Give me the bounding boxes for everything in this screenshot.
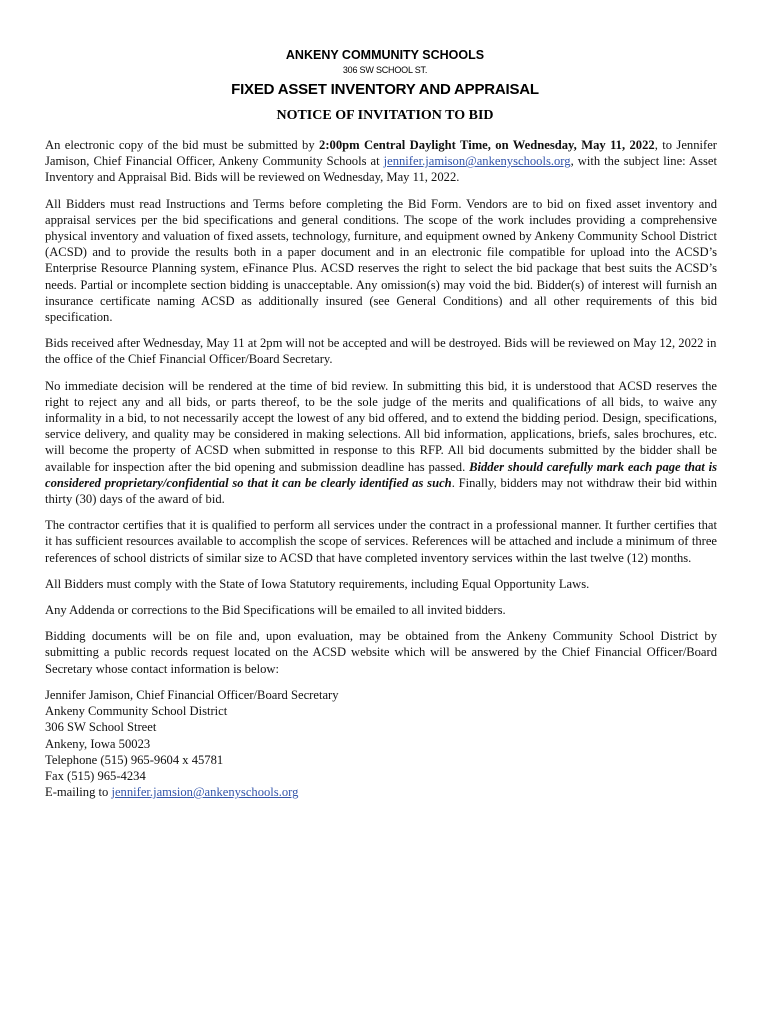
organization-name: ANKENY COMMUNITY SCHOOLS <box>285 48 485 62</box>
contact-email-line <box>45 784 717 800</box>
addenda-paragraph: Any Addenda or corrections to the Bid Specifications will be emailed to all invited bidders. <box>45 603 506 618</box>
submission-text-3: , with the subject line: Asset Inventory and Appraisal Bid. Bids will be reviewed on Wednesday, May 11, 2022. <box>45 154 718 185</box>
notice-heading: NOTICE OF INVITATION TO BID <box>276 108 494 123</box>
contact-district: Ankeny Community School District <box>45 704 228 719</box>
contact-fax: Fax (515) 965-4234 <box>45 768 146 783</box>
organization-address: 306 SW SCHOOL ST. <box>342 65 428 75</box>
review-paragraph <box>45 378 717 508</box>
compliance-paragraph: All Bidders must comply with the State of Iowa Statutory requirements, including Equal Opportunity Laws. <box>45 576 590 591</box>
submission-text-2: , to Jennifer Jamison, Chief Financial Officer, Ankeny Community Schools at <box>45 138 717 169</box>
contact-block <box>45 687 717 800</box>
contact-email-link[interactable]: jennifer.jamsion@ankenyschools.org <box>111 785 299 800</box>
submission-text-1: An electronic copy of the bid must be submitted by <box>45 138 320 152</box>
contact-street: 306 SW School Street <box>45 720 157 735</box>
submission-paragraph <box>45 137 717 186</box>
contact-name-title: Jennifer Jamison, Chief Financial Officer/Board Secretary <box>45 687 339 702</box>
confidential-notice: Bidder should carefully mark each page that is considered proprietary/confidential so that it can be clearly identified as such <box>45 459 717 490</box>
scope-paragraph: All Bidders must read Instructions and Terms before completing the Bid Form. Vendors are to bid on fixed asset inventory and appraisal services per the bid specifications and general conditions. The scope of the work includes providing a comprehensive physical inventory and valuation of fixed assets, technology, furniture, and equipment owned by Ankeny Community School District (ACSD) and to provide the results both in a paper document and in an electronic file compatible for upload into the ACSD’s Enterprise Resource Planning system, eFinance Plus. ACSD reserves the right to select the bid package that best suits the ACSD’s needs. Partial or incomplete section bidding is unacceptable. Any omission(s) may void the bid. Bidder(s) of interest will furnish an insurance certificate naming ACSD as additionally insured (see General Conditions) and all other requirements of this bid specification. <box>45 196 717 325</box>
review-text-1: No immediate decision will be rendered at the time of bid review. In submitting this bid, it is understood that ACSD reserves the right to reject any and all bids, or parts thereof, to be the sole judge of the merits and qualifications of all bids, to waive any informality in a bid, to not necessarily accept the lowest of any bid offered, and to extend the bidding period. Design, specifications, service delivery, and quality may be considered in making selections. All bid information, applications, briefs, sales brochures, etc. will become the property of ACSD when submitted in response to this RFP. All bid documents submitted by the bidder shall be available for inspection after the bid opening and submission deadline has passed. <box>45 378 717 474</box>
documents-paragraph: Bidding documents will be on file and, upon evaluation, may be obtained from the Ankeny Community School District by submitting a public records request located on the ACSD website which will be answered by the Chief Financial Officer/Board Secretary whose contact information is below: <box>45 629 717 676</box>
submission-email-link[interactable]: jennifer.jamison@ankenyschools.org <box>383 154 571 169</box>
contact-telephone: Telephone (515) 965-9604 x 45781 <box>45 752 224 767</box>
contact-city: Ankeny, Iowa 50023 <box>45 736 151 751</box>
contact-email-prefix: E-mailing to <box>45 785 112 800</box>
contractor-paragraph: The contractor certifies that it is qualified to perform all services under the contract in a professional manner. It further certifies that it has sufficient resources available to accomplish the scope of services. References will be attached and include a minimum of three references of school districts of similar size to ACSD that have completed inventory services within the last twelve (12) months. <box>45 518 717 565</box>
review-text-2: . Finally, bidders may not withdraw their bid within thirty (30) days of the award of bid. <box>45 475 718 507</box>
submission-deadline: 2:00pm Central Daylight Time, on Wednesday, May 11, 2022 <box>319 138 655 152</box>
document-title: FIXED ASSET INVENTORY AND APPRAISAL <box>231 81 539 98</box>
document-body <box>45 137 717 800</box>
late-bids-paragraph: Bids received after Wednesday, May 11 at 2pm will not be accepted and will be destroyed. Bids will be reviewed on May 12, 2022 in the office of the Chief Financial Officer/Board Secretary. <box>45 336 717 367</box>
